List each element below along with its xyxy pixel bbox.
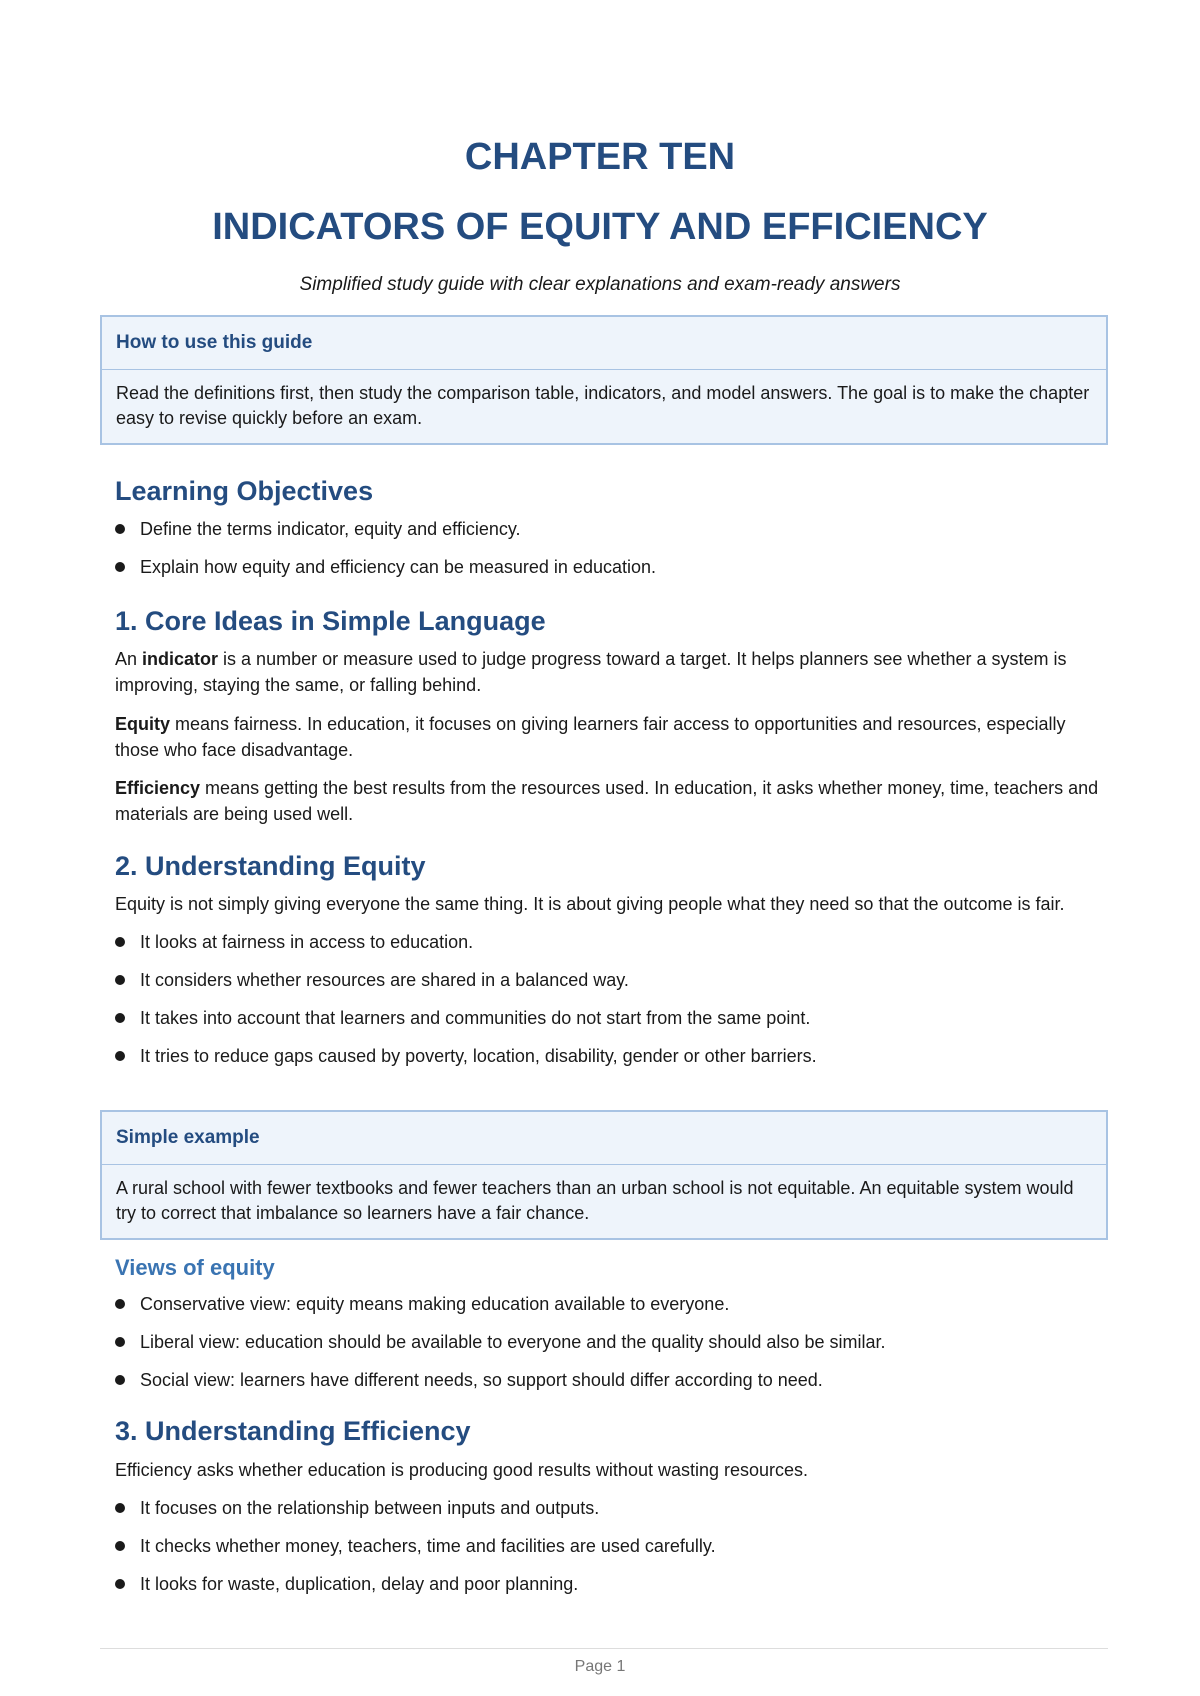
indicator-text: is a number or measure used to judge progress toward a target. It helps planners see whether a system is improving, staying the same, or falling behind. [115, 649, 1067, 695]
example-callout-heading: Simple example [102, 1112, 1106, 1165]
efficiency-term: Efficiency [115, 778, 201, 798]
equity-intro: Equity is not simply giving everyone the same thing. It is about giving people what they need so that the outcome is fair. [115, 894, 1065, 914]
list-item: It takes into account that learners and communities do not start from the same point. [115, 1005, 1100, 1031]
list-item: Define the terms indicator, equity and efficiency. [115, 516, 1100, 542]
list-item: It looks at fairness in access to education. [115, 929, 1100, 955]
guide-callout-body: Read the definitions first, then study the comparison table, indicators, and model answers. The goal is to make the chapter easy to revise quickly before an exam. [116, 383, 1090, 428]
page-subtitle: Simplified study guide with clear explanations and exam-ready answers [299, 274, 901, 295]
list-item: Explain how equity and efficiency can be measured in education. [115, 554, 1100, 580]
example-callout [100, 1110, 1108, 1240]
page-number: Page 1 [574, 1658, 626, 1675]
list-item: It checks whether money, teachers, time and facilities are used carefully. [115, 1533, 1100, 1559]
equity-heading: 2. Understanding Equity [115, 851, 426, 881]
equity-section [115, 849, 1100, 1069]
chapter-label: CHAPTER TEN [464, 136, 736, 178]
guide-callout-heading: How to use this guide [102, 317, 1106, 370]
efficiency-definition [115, 775, 1100, 827]
list-item: It considers whether resources are shared in a balanced way. [115, 967, 1100, 993]
core-ideas-heading: 1. Core Ideas in Simple Language [115, 606, 546, 636]
learning-objectives-list [115, 516, 1100, 580]
list-item: Liberal view: education should be available to everyone and the quality should also be similar. [115, 1329, 1100, 1355]
indicator-term: indicator [142, 649, 219, 669]
core-ideas-section [115, 604, 1100, 827]
list-item: It looks for waste, duplication, delay and poor planning. [115, 1571, 1100, 1597]
list-item: Conservative view: equity means making education available to everyone. [115, 1291, 1100, 1317]
list-item: It focuses on the relationship between inputs and outputs. [115, 1495, 1100, 1521]
list-item: Social view: learners have different needs, so support should differ according to need. [115, 1367, 1100, 1393]
efficiency-text: means getting the best results from the resources used. In education, it asks whether money, time, teachers and materials are being used well. [115, 778, 1099, 824]
equity-definition [115, 711, 1100, 763]
views-of-equity-list [115, 1291, 1100, 1393]
footer-divider [100, 1648, 1108, 1649]
learning-objectives-section [115, 474, 1100, 580]
efficiency-heading: 3. Understanding Efficiency [115, 1416, 471, 1446]
indicator-definition [115, 646, 1100, 698]
views-of-equity-heading: Views of equity [115, 1255, 275, 1280]
equity-term: Equity [115, 714, 171, 734]
page-title: INDICATORS OF EQUITY AND EFFICIENCY [212, 206, 988, 248]
list-item: It tries to reduce gaps caused by poverty, location, disability, gender or other barriers. [115, 1043, 1100, 1069]
guide-callout [100, 315, 1108, 445]
example-callout-body: A rural school with fewer textbooks and fewer teachers than an urban school is not equitable. An equitable system would try to correct that imbalance so learners have a fair chance. [116, 1178, 1074, 1223]
views-of-equity-section [115, 1253, 1100, 1393]
indicator-pre: An [115, 649, 143, 669]
equity-text: means fairness. In education, it focuses on giving learners fair access to opportunities and resources, especially those who face disadvantage. [115, 714, 1066, 760]
learning-objectives-heading: Learning Objectives [115, 476, 374, 506]
efficiency-intro: Efficiency asks whether education is producing good results without wasting resources. [115, 1460, 809, 1480]
efficiency-section [115, 1414, 1100, 1597]
efficiency-list [115, 1495, 1100, 1597]
equity-list [115, 929, 1100, 1069]
